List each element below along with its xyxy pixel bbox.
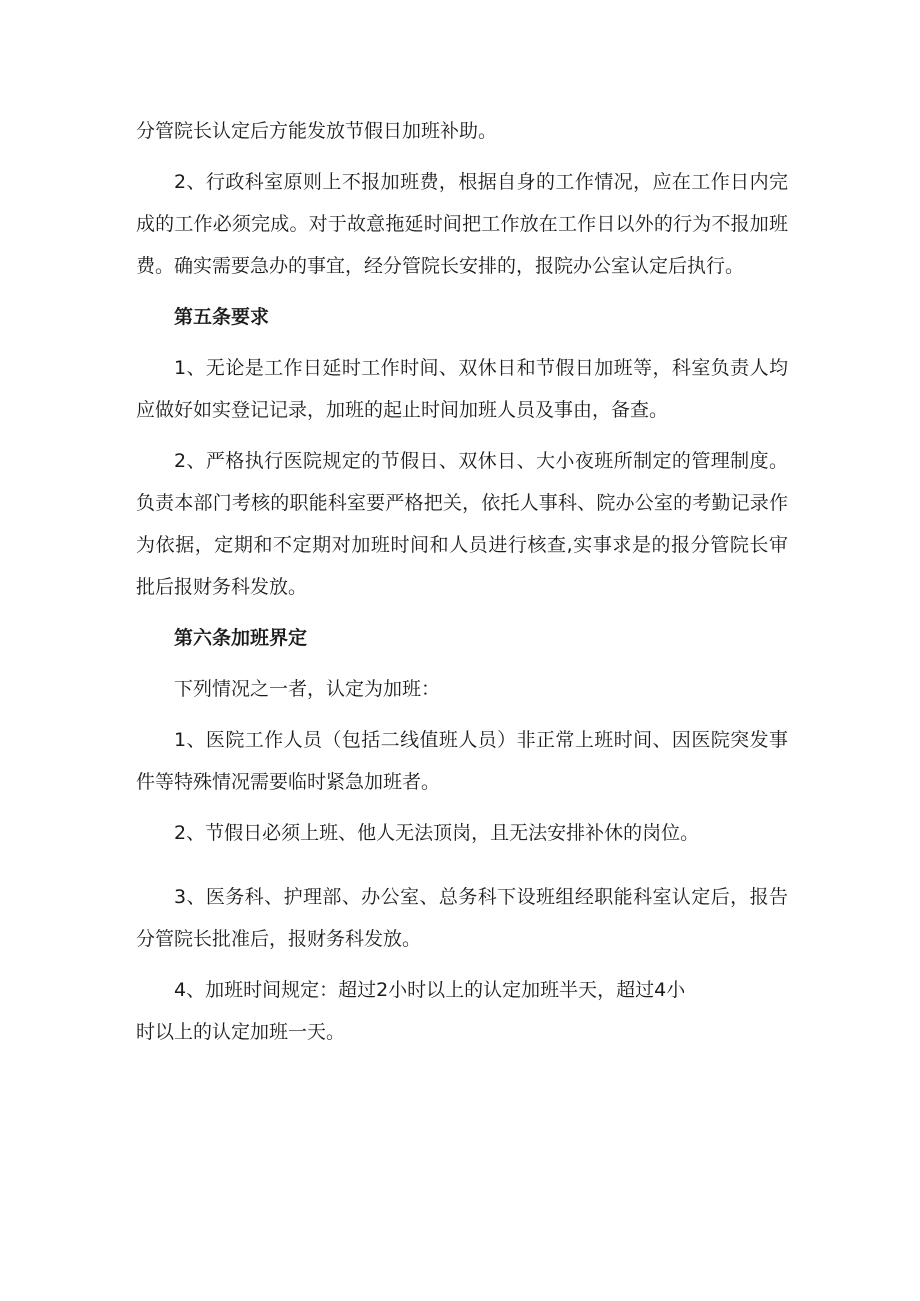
paragraph-holiday-post: 2、节假日必须上班、他人无法顶岗，且无法安排补休的岗位。 bbox=[174, 822, 700, 844]
time-rules-line-1: 4、加班时间规定：超过2小时以上的认定加班半天，超过4小 bbox=[174, 979, 686, 1001]
section-heading-article-5: 第五条要求 bbox=[174, 306, 270, 328]
paragraph-emergency-overtime: 1、医院工作人员（包括二线值班人员）非正常上班时间、因医院突发事件等特殊情况需要临时紧急加班者。 bbox=[136, 729, 788, 793]
paragraph-continuation: 分管院长认定后方能发放节假日加班补助。 bbox=[136, 120, 498, 142]
paragraph-strict-execution: 2、严格执行医院规定的节假日、双休日、大小夜班所制定的管理制度。负责本部门考核的职能科室要严格把关，依托人事科、院办公室的考勤记录作为依据，定期和不定期对加班时间和人员进行核查,实事求是的报分管院长审批后报财务科发放。 bbox=[136, 450, 788, 598]
section-heading-article-6: 第六条加班界定 bbox=[174, 627, 308, 649]
paragraph-admin-overtime: 2、行政科室原则上不报加班费，根据自身的工作情况，应在工作日内完成的工作必须完成。对于故意拖延时间把工作放在工作日以外的行为不报加班费。确实需要急办的事宜，经分管院长安排的，报院办公室认定后执行。 bbox=[136, 171, 788, 277]
time-rules-line-2: 时以上的认定加班一天。 bbox=[136, 1021, 346, 1043]
paragraph-definition-intro: 下列情况之一者，认定为加班： bbox=[174, 678, 441, 700]
paragraph-department-approval: 3、医务科、护理部、办公室、总务科下设班组经职能科室认定后，报告分管院长批准后，报财务科发放。 bbox=[136, 886, 788, 950]
document-body bbox=[136, 110, 788, 1062]
paragraph-registration: 1、无论是工作日延时工作时间、双休日和节假日加班等，科室负责人均应做好如实登记记录，加班的起止时间加班人员及事由，备查。 bbox=[136, 357, 788, 421]
paragraph-time-rules bbox=[136, 969, 788, 1053]
